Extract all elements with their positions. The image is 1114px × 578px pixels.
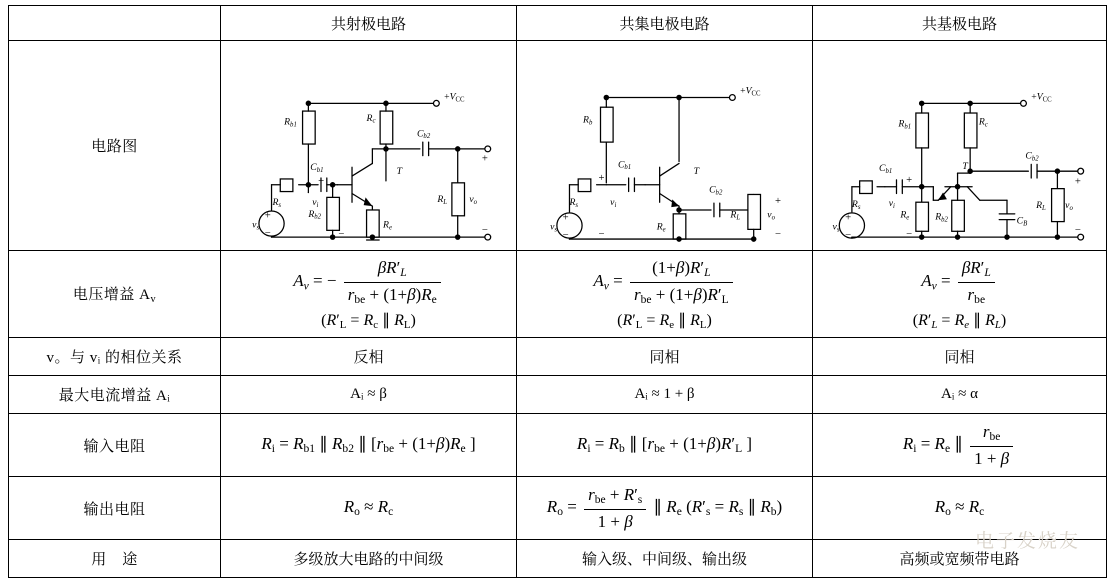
svg-text:+VCC: $+V_{CC}$ [1031, 91, 1052, 104]
output-resistance-common-base: $R_o \approx R_c$ [813, 477, 1107, 540]
svg-text:−: − [481, 225, 488, 237]
current-gain-common-base: Aᵢ ≈ α [813, 376, 1107, 414]
svg-text:−: − [845, 230, 852, 242]
current-gain-common-collector: Aᵢ ≈ 1 + β [517, 376, 813, 414]
svg-text:−: − [264, 228, 271, 240]
header-common-base: 共基极电路 [813, 6, 1107, 41]
svg-text:vi: $v_i$ [610, 197, 617, 210]
phase-common-base: 同相 [813, 338, 1107, 376]
common-emitter-circuit [221, 41, 517, 251]
row-label-current-gain: 最大电流增益 Aᵢ [9, 376, 221, 414]
common-base-circuit [813, 41, 1107, 251]
header-common-collector: 共集电极电路 [517, 6, 813, 41]
usage-common-emitter: 多级放大电路的中间级 [221, 540, 517, 578]
svg-text:Rb: $R_b$ [583, 114, 593, 127]
output-resistance-common-emitter: $R_o \approx R_c$ [221, 477, 517, 540]
svg-text:−: − [906, 229, 913, 241]
table-row-output-resistance [9, 477, 1107, 540]
svg-text:+: + [598, 172, 605, 184]
table-row-input-resistance [9, 414, 1107, 477]
svg-text:+: + [845, 212, 852, 224]
svg-text:Rb1: $R_{b1}$ [898, 118, 912, 131]
svg-text:T: T [962, 161, 968, 173]
usage-common-base: 高频或宽频带电路 [813, 540, 1107, 578]
input-resistance-common-collector: $R_i = R_b$ ∥ [$r_{be} + (1+\beta)R'_L$ ] [517, 414, 813, 477]
svg-text:vs: $v_s$ [832, 221, 840, 234]
output-resistance-common-collector: $R_o$ = $\frac{r_{be} + R'_s}{1 + \beta}$ ∥ $R_e$ ($R'_s = R_s$ ∥ $R_b$) [517, 477, 813, 540]
svg-text:−: − [562, 230, 569, 242]
header-common-emitter: 共射极电路 [221, 6, 517, 41]
svg-text:Rc: $R_c$ [366, 112, 376, 125]
svg-text:RL: $R_L$ [437, 194, 448, 207]
current-gain-common-emitter: Aᵢ ≈ β [221, 376, 517, 414]
svg-text:Re: $R_e$ [383, 219, 392, 232]
header-corner [9, 6, 221, 41]
svg-text:Cb1: $C_{b1}$ [879, 163, 893, 176]
usage-common-collector: 输入级、中间级、输出级 [517, 540, 813, 578]
svg-text:+: + [318, 175, 325, 187]
svg-text:Rs: $R_s$ [569, 197, 579, 210]
phase-common-emitter: 反相 [221, 338, 517, 376]
svg-text:Rb2: $R_{b2}$ [935, 211, 948, 224]
row-label-voltage-gain-sub: v [150, 293, 157, 305]
table-row-circuit [9, 41, 1107, 251]
svg-text:−: − [1074, 225, 1081, 237]
svg-text:−: − [775, 229, 782, 241]
svg-text:vo: $v_o$ [767, 209, 775, 222]
svg-text:Rb2: $R_{b2}$ [308, 208, 322, 221]
row-label-phase: v。与 vᵢ 的相位关系 [9, 338, 221, 376]
svg-text:−: − [598, 229, 605, 241]
svg-text:Rc: $R_c$ [978, 116, 988, 129]
svg-text:Cb2: $C_{b2}$ [1025, 150, 1039, 163]
row-label-input-resistance: 输入电阻 [9, 414, 221, 477]
svg-text:Rs: $R_s$ [272, 197, 282, 210]
table-row-voltage-gain [9, 251, 1107, 338]
svg-text:RL: $R_L$ [1036, 200, 1046, 212]
svg-text:Cb2: $C_{b2}$ [709, 184, 723, 197]
svg-text:Cb2: $C_{b2}$ [416, 128, 431, 141]
table-header-row [9, 6, 1107, 41]
table-row-current-gain [9, 376, 1107, 414]
svg-text:Re: $R_e$ [900, 209, 910, 222]
svg-text:RL: $R_L$ [730, 209, 741, 222]
svg-text:+: + [1074, 176, 1081, 188]
svg-text:Rb1: $R_{b1}$ [284, 116, 297, 129]
row-label-voltage-gain [9, 251, 221, 338]
svg-text:CB: $C_B$ [1016, 215, 1028, 228]
svg-text:+: + [906, 174, 913, 186]
svg-text:+VCC: $+V_{CC}$ [444, 91, 465, 104]
svg-text:+: + [264, 210, 271, 222]
svg-text:vo: $v_o$ [1065, 200, 1073, 212]
svg-text:vs: $v_s$ [550, 221, 558, 234]
svg-text:vs: $v_s$ [252, 219, 260, 232]
svg-text:+: + [481, 153, 488, 165]
svg-text:T: T [396, 166, 403, 178]
voltage-gain-common-emitter: $A_v$ = − $\frac{\beta R'_L}{r_{be} + (1+\beta)R_e}$ ($R'_L = R_c$ ∥ $R_L$) [221, 251, 517, 338]
svg-text:Cb1: $C_{b1}$ [310, 162, 324, 175]
row-label-output-resistance: 输出电阻 [9, 477, 221, 540]
common-collector-circuit [517, 41, 813, 251]
svg-text:Cb1: $C_{b1}$ [617, 159, 632, 172]
svg-text:vi: $v_i$ [888, 198, 895, 211]
row-label-circuit: 电路图 [9, 41, 221, 251]
input-resistance-common-emitter: $R_i = R_{b1}$ ∥ $R_{b2}$ ∥ [$r_{be} + (1+\beta)R_e$ ] [221, 414, 517, 477]
svg-text:Rs: $R_s$ [851, 199, 861, 211]
table-row-phase [9, 338, 1107, 376]
svg-text:vi: $v_i$ [312, 197, 319, 210]
voltage-gain-common-collector: $A_v$ = $\frac{(1+\beta)R'_L}{r_{be} + (1+\beta)R'_L}$ ($R'_L = R_e$ ∥ $R_L$) [517, 251, 813, 338]
watermark: 电子发烧友 [974, 531, 1080, 552]
input-resistance-common-base: $R_i = R_e$ ∥ $\frac{r_{be}}{1 + \beta}$ [813, 414, 1107, 477]
svg-text:+: + [562, 212, 569, 224]
svg-text:+VCC: $+V_{CC}$ [740, 85, 761, 98]
svg-text:Re: $R_e$ [656, 221, 666, 234]
phase-common-collector: 同相 [517, 338, 813, 376]
svg-text:+: + [775, 196, 782, 208]
row-label-voltage-gain-text: 电压增益 A [72, 287, 151, 304]
row-label-usage: 用 途 [9, 540, 221, 578]
svg-text:−: − [338, 229, 345, 241]
svg-text:vo: $v_o$ [469, 194, 478, 207]
amplifier-comparison-table [8, 5, 1107, 578]
voltage-gain-common-base: $A_v$ = $\frac{\beta R'_L}{r_{be}}$ ($R'_L = R_e$ ∥ $R_L$) [813, 251, 1107, 338]
table-row-usage [9, 540, 1107, 578]
svg-text:T: T [693, 166, 699, 178]
